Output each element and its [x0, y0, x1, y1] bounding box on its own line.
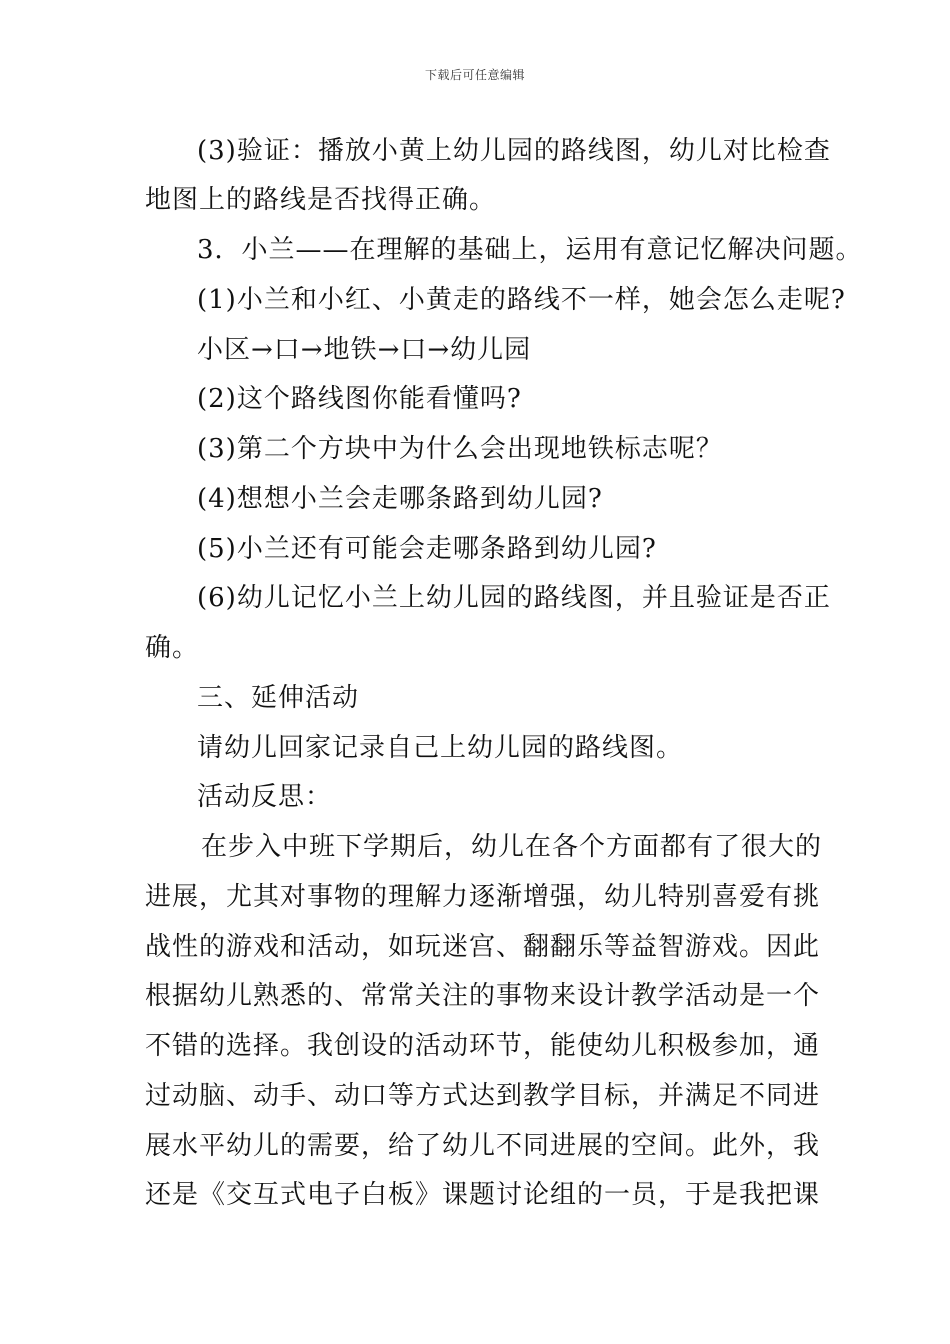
text-line: 战性的游戏和活动，如玩迷宫、翻翻乐等益智游戏。因此: [145, 932, 821, 962]
text-line: 请幼儿回家记录自己上幼儿园的路线图。: [197, 733, 684, 763]
text-line: 进展，尤其对事物的理解力逐渐增强，幼儿特别喜爱有挑: [145, 882, 821, 912]
text-line: (5)小兰还有可能会走哪条路到幼儿园?: [197, 534, 657, 564]
text-line: (1)小兰和小红、小黄走的路线不一样，她会怎么走呢?: [197, 285, 846, 315]
text-line: (6)幼儿记忆小兰上幼儿园的路线图，并且验证是否正: [197, 583, 831, 613]
page-header: 下载后可任意编辑: [424, 68, 525, 82]
text-line: 确。: [145, 633, 200, 663]
text-line: 不错的选择。我创设的活动环节，能使幼儿积极参加，通: [145, 1031, 821, 1061]
text-line: (3)验证：播放小黄上幼儿园的路线图，幼儿对比检查: [197, 136, 831, 166]
text-line: 小区→口→地铁→口→幼儿园: [197, 335, 532, 365]
text-line: (4)想想小兰会走哪条路到幼儿园?: [197, 484, 603, 514]
section-heading: 活动反思：: [197, 782, 333, 812]
text-line: 展水平幼儿的需要，给了幼儿不同进展的空间。此外，我: [145, 1131, 821, 1161]
text-line: 在步入中班下学期后，幼儿在各个方面都有了很大的: [201, 832, 823, 862]
text-line: 3．小兰——在理解的基础上，运用有意记忆解决问题。: [197, 235, 863, 265]
text-line: 还是《交互式电子白板》课题讨论组的一员，于是我把课: [145, 1180, 821, 1210]
text-line: 过动脑、动手、动口等方式达到教学目标，并满足不同进: [145, 1081, 821, 1111]
text-line: (3)第二个方块中为什么会出现地铁标志呢？: [197, 434, 723, 464]
section-heading: 三、延伸活动: [197, 683, 360, 713]
text-line: 地图上的路线是否找得正确。: [145, 185, 497, 215]
text-line: (2)这个路线图你能看懂吗?: [197, 384, 522, 414]
text-line: 根据幼儿熟悉的、常常关注的事物来设计教学活动是一个: [145, 981, 821, 1011]
